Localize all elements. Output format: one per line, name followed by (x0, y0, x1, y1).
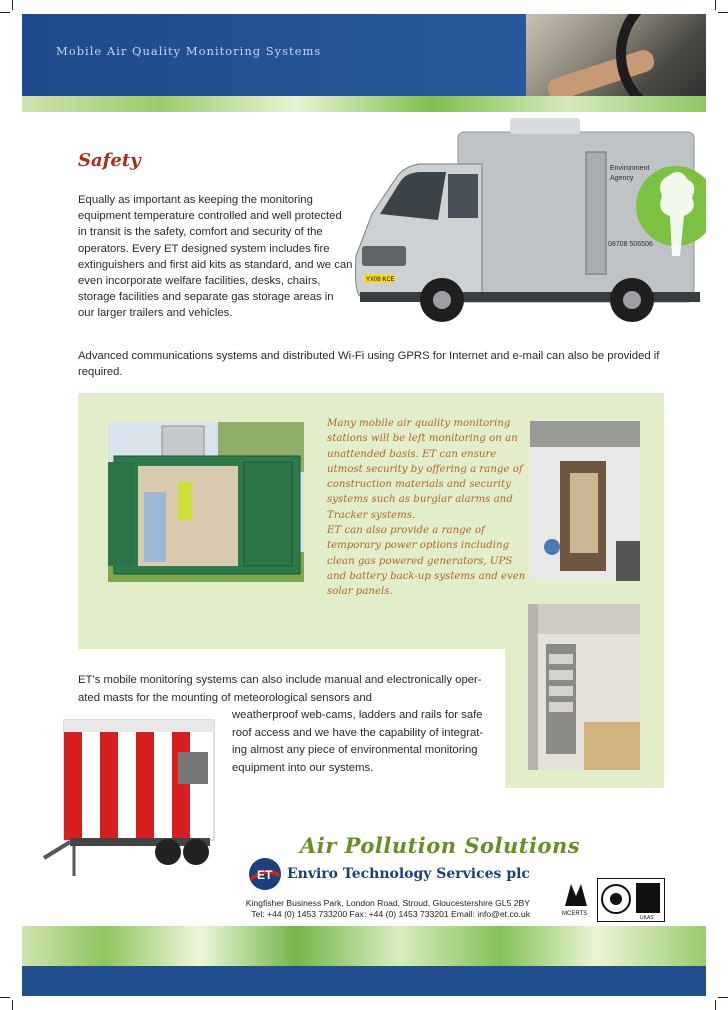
truck-plate-text: YX08 KCE (366, 277, 395, 283)
contact-block (220, 898, 530, 920)
steering-wheel (616, 14, 706, 102)
red-white-trailer-photo (40, 712, 220, 884)
safety-paragraph: Equally as important as keeping the monitoring equipment temperature controlled and well protected in transit is the safety, comfort and security of the operators. Every ET designed system includes fire extinguishers and first aid kits as standard, and we can even incorporate welfare facilities, desks, chairs, storage facilities and separate gas storage areas in our larger trailers and vehicles. (78, 194, 353, 320)
trailer-vent (178, 752, 208, 784)
rack-unit (549, 702, 573, 712)
trailer-wheel (183, 839, 209, 865)
certification-badges (597, 878, 665, 922)
truck-sign-line1: Environment (610, 165, 650, 172)
cabin-left-door (108, 462, 134, 566)
trailer-wheel (155, 839, 181, 865)
truck-grille (362, 246, 406, 266)
mcerts-logo (561, 880, 591, 918)
gas-cylinders (144, 492, 166, 562)
front-hub (433, 291, 451, 309)
iso-badge-inner (610, 893, 622, 905)
communications-paragraph: Advanced communications systems and distributed Wi-Fi using GPRS for Internet and e-mail can also be provided if required. (78, 350, 660, 379)
aircon-unit (162, 426, 204, 456)
van-door-frame (528, 604, 538, 770)
truck-roof-unit (510, 118, 580, 134)
masts-line: equipment into our systems. (232, 761, 374, 774)
masts-line: ET’s mobile monitoring systems can also include manual and electronically oper- (78, 674, 482, 686)
crop-mark (718, 997, 728, 998)
mcerts-label: MCERTS (562, 911, 588, 917)
crop-mark (715, 0, 716, 10)
masts-line: ated masts for the mounting of meteorological sensors and (78, 691, 372, 704)
grass-strip-bottom (22, 926, 706, 966)
mcerts-mark (565, 884, 587, 906)
crop-mark (12, 0, 13, 10)
trailer-stripe (64, 732, 82, 840)
rack-unit (549, 686, 573, 696)
et-logo-icon (248, 857, 282, 891)
crop-mark (715, 1000, 716, 1010)
trailer-stripe (136, 732, 154, 840)
cabin-right-door (244, 462, 292, 566)
contact-line: Tel: +44 (0) 1453 733200 Fax: +44 (0) 1453 733201 Email: info@et.co.uk (251, 909, 530, 919)
masts-line: ing almost any piece of environmental monitoring (232, 744, 478, 756)
trailer-stripe (100, 732, 118, 840)
security-note (327, 416, 527, 600)
trailer-roof (64, 720, 214, 732)
monitoring-truck-photo (350, 106, 706, 326)
crop-mark (0, 997, 10, 998)
van-ceiling (528, 604, 640, 634)
green-cabin-photo (108, 422, 304, 582)
trailer-drawbar (44, 842, 70, 858)
rack-unit (549, 670, 573, 680)
rack-unit (549, 654, 573, 664)
crop-mark (0, 12, 10, 13)
truck-side-window (448, 174, 478, 218)
brand-tagline: Air Pollution Solutions (300, 833, 581, 858)
security-text: Many mobile air quality monitoring stations will be left monitoring on an unattended basis. ET can ensure utmost security by offering a range of construction materials and security systems such as burglar alarms and Tracker systems. (327, 418, 523, 521)
footer-banner (22, 966, 706, 996)
page-title: Mobile Air Quality Monitoring Systems (56, 44, 322, 58)
masts-line: weatherproof web-cams, ladders and rails for safe (232, 709, 483, 721)
address-line: Kingfisher Business Park, London Road, Stroud, Gloucestershire GL5 2BY (245, 898, 530, 908)
van-wheel-arch (616, 541, 640, 581)
rear-hub (623, 291, 641, 309)
crop-mark (12, 1000, 13, 1010)
truck-phone: 08708 506506 (608, 241, 653, 248)
gas-bottles (544, 539, 560, 555)
masts-line: roof access and we have the capability of integrat- (232, 726, 484, 739)
ukas-label: UKAS (640, 915, 654, 921)
steering-wheel-photo (526, 14, 706, 102)
company-name: Enviro Technology Services plc (287, 866, 530, 882)
interior-shelving (570, 473, 598, 553)
worker-hivis (178, 482, 192, 520)
truck-sign-line2: Agency (610, 175, 634, 182)
van-roof-rack (530, 421, 640, 447)
equipment-racks-photo (528, 604, 640, 770)
power-text: ET can also provide a range of temporary power options including clean gas powered generators, UPS and battery back-up systems and even solar panels. (327, 525, 526, 598)
trailer-stripe (172, 732, 190, 840)
logo-text: ET (257, 868, 273, 882)
van-interior-photo (530, 421, 640, 581)
ukas-badge (636, 883, 660, 913)
truck-side-door (586, 152, 606, 274)
crop-mark (718, 12, 728, 13)
section-heading: Safety (78, 150, 141, 171)
wooden-desk (584, 722, 640, 770)
